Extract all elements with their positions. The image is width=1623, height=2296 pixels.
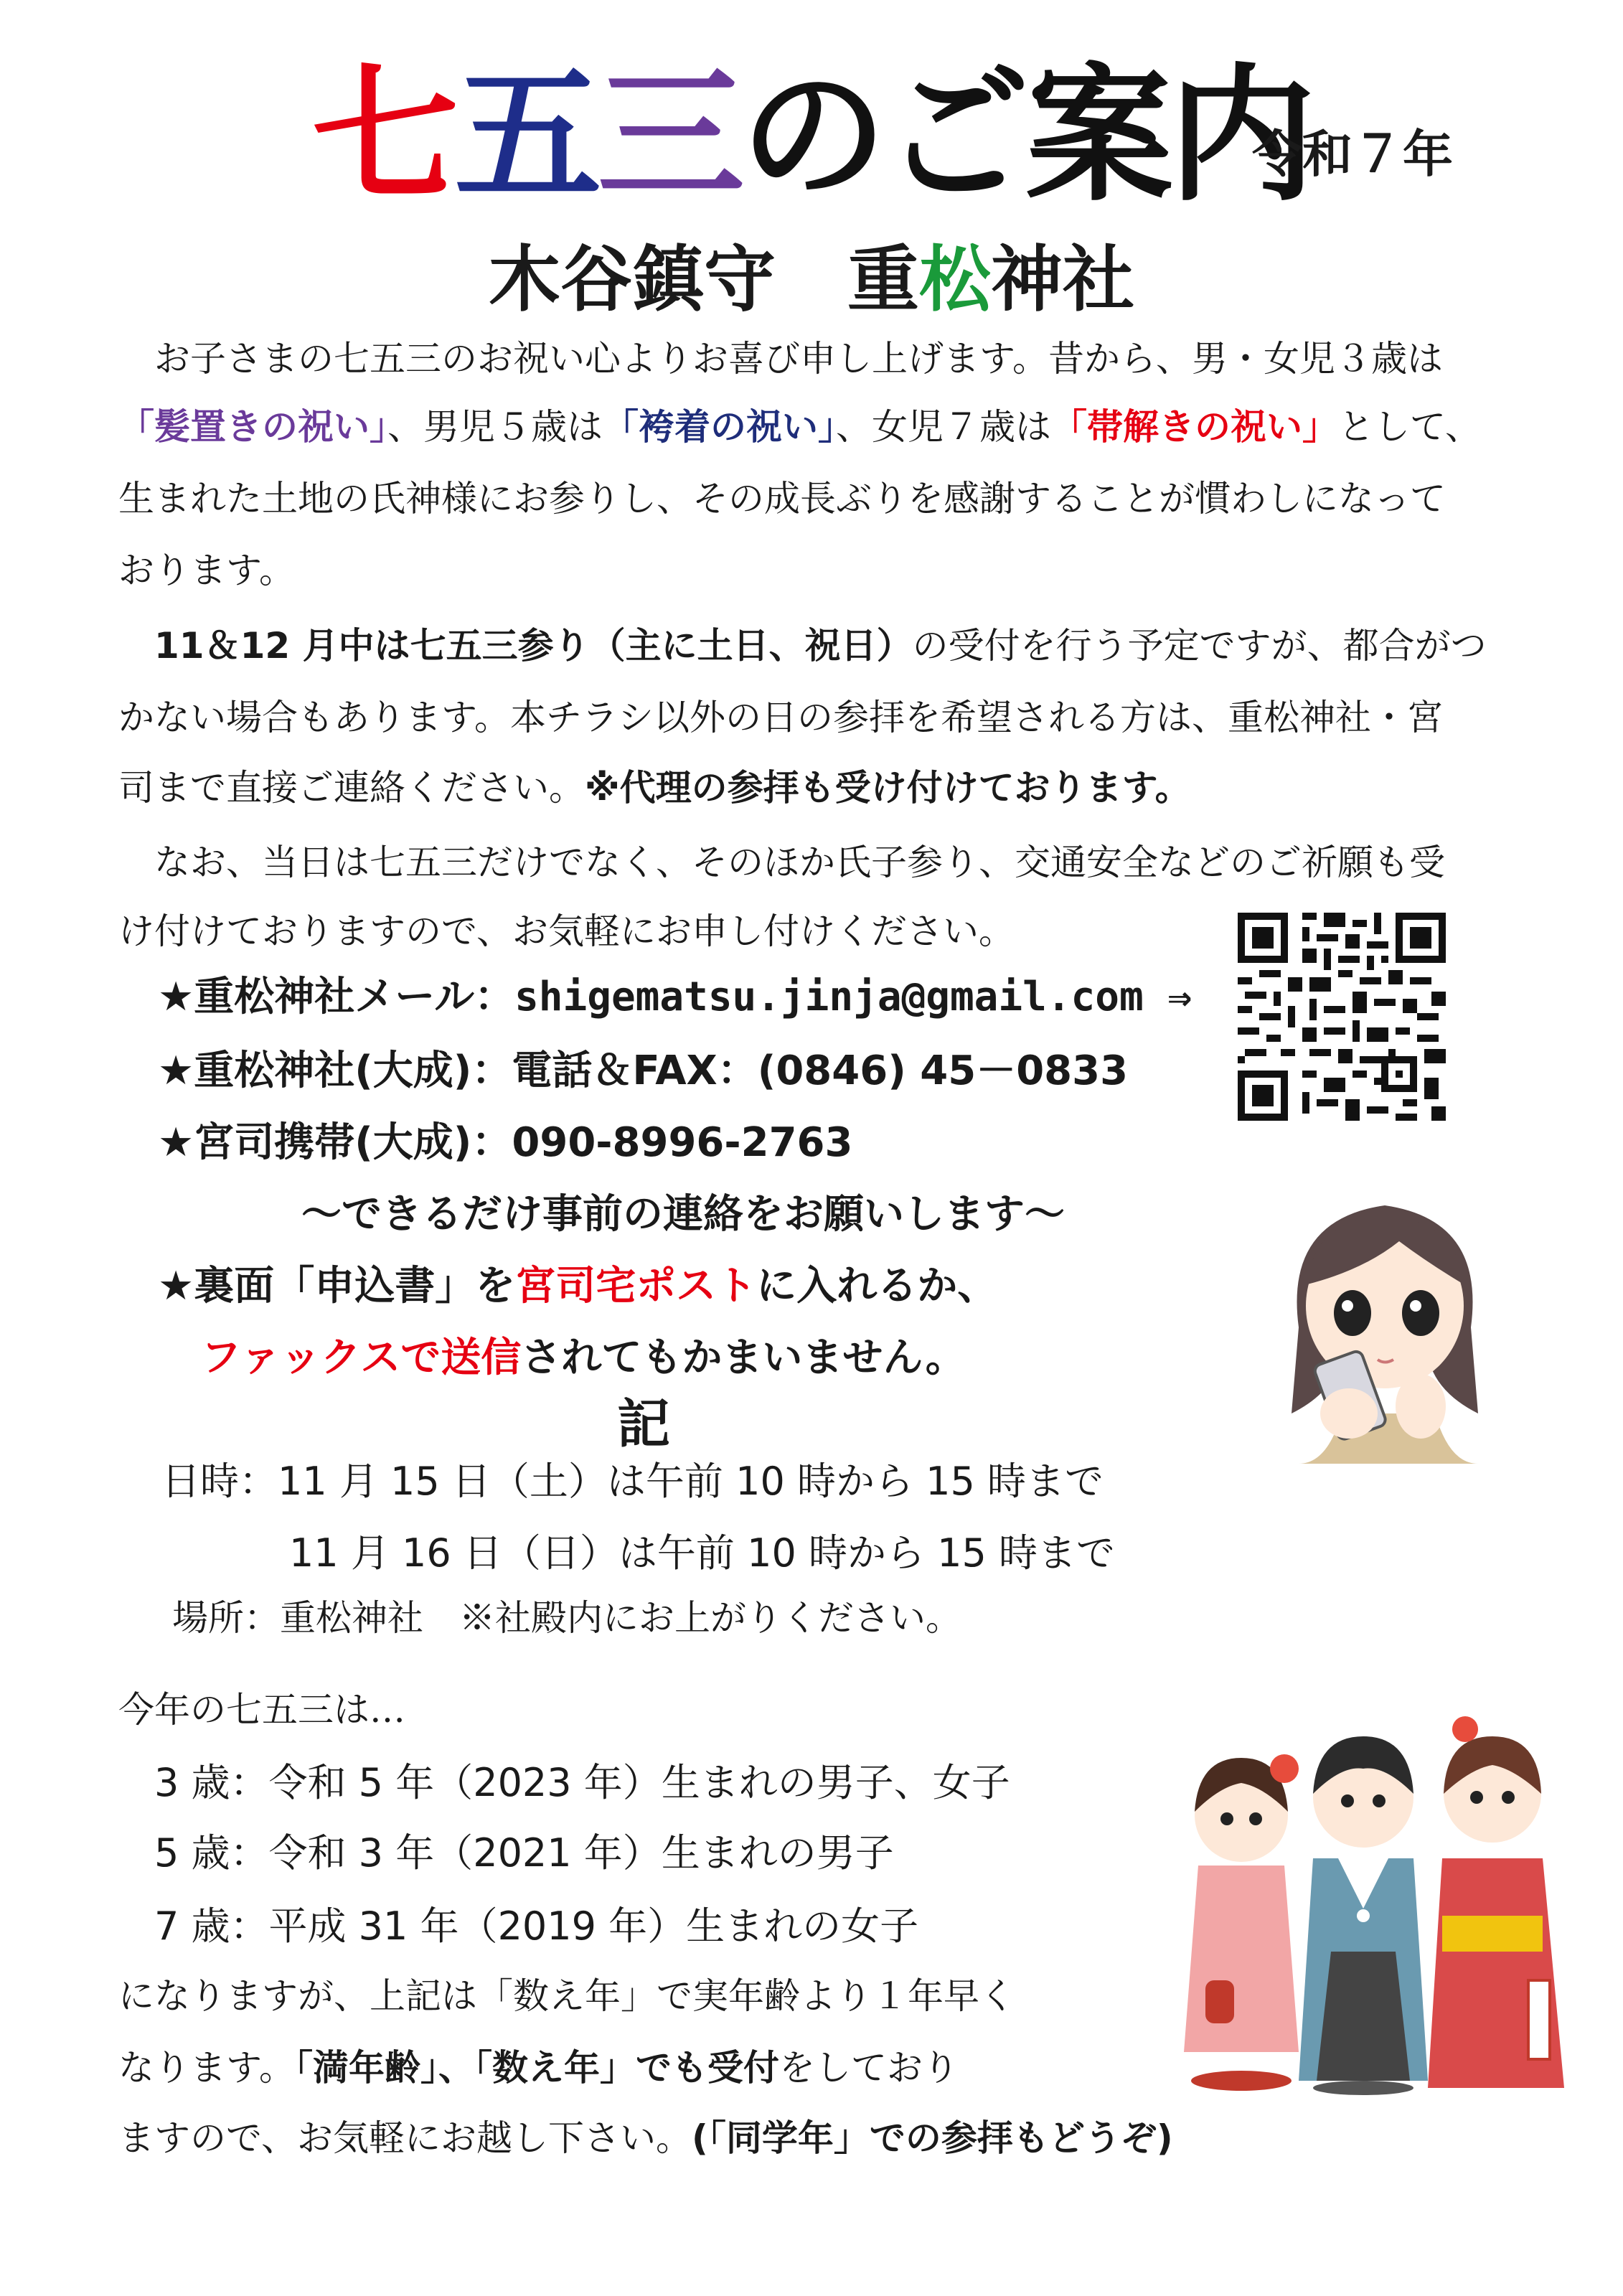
ages-note-2-end: をしており: [779, 2047, 959, 2089]
form-line-2-b: されてもかまいません。: [521, 1335, 966, 1381]
form-line-1: [158, 1261, 997, 1312]
fax-text: ファックスで送信: [201, 1335, 522, 1381]
schedule-line-1: [118, 624, 1487, 667]
prayers-line-2: け付けておりますので、お気軽にお申し付けください。: [118, 911, 1015, 952]
title-char-go: 五: [454, 51, 598, 222]
children-kimono-illustration: [1170, 1679, 1579, 2095]
ki-heading: 記: [617, 1393, 670, 1455]
schedule-bold: 11＆12 月中は七五三参り（主に土日、祝日）: [118, 625, 913, 667]
schedule-rest: の受付を行う予定ですが、都合がつ: [912, 625, 1487, 667]
mail-label: ★重松神社メール：: [158, 974, 515, 1020]
prayers-line-1: なお、当日は七五三だけでなく、そのほか氏子参り、交通安全などのご祈願も受: [118, 842, 1445, 883]
form-line-2: [201, 1333, 966, 1383]
ages-note-2-bold: 「満年齢」、「数え年」でも受付: [295, 2047, 779, 2089]
intro-line-1: お子さまの七五三のお祝い心よりお喜び申し上げます。昔から、男・女児３歳は: [118, 338, 1443, 380]
form-line-1-a: ★裏面「申込書」を: [158, 1263, 516, 1309]
ages-note-3-plain: ますので、お気軽にお越し下さい。: [118, 2117, 692, 2159]
title-char-shichi: 七: [311, 51, 455, 222]
shrine-green-char: 松: [919, 237, 991, 321]
place-line: 場所：重松神社 ※社殿内にお上がりください。: [172, 1597, 961, 1639]
contact-mail: [158, 972, 1192, 1022]
age-7: 7 歳：平成 31 年（2019 年）生まれの女子: [154, 1904, 919, 1949]
rite-obitoki: 「帯解きの祝い」: [1051, 406, 1338, 448]
schedule-line-3-plain: 司まで直接ご連絡ください。: [118, 767, 585, 809]
form-line-1-b: に入れるか、: [756, 1263, 998, 1309]
rite-kamioki: 「髪置きの祝い」: [118, 406, 387, 448]
rite-hakamagi: 「袴着の祝い」: [603, 406, 836, 448]
ages-note-3-bold: (「同学年」での参拝もどうぞ): [692, 2117, 1173, 2159]
date-1: 11 月 15 日（土）は午前 10 時から 15 時まで: [278, 1459, 1104, 1504]
age-3: 3 歳：令和 5 年（2023 年）生まれの男子、女子: [154, 1760, 1010, 1805]
contact-request: ～できるだけ事前の連絡をお願いします～: [301, 1191, 1065, 1238]
ages-intro: 今年の七五三は…: [118, 1689, 405, 1731]
shrine-name: [0, 237, 1623, 323]
proxy-note: ※代理の参拝も受け付けております。: [585, 767, 1191, 809]
age-5: 5 歳：令和 3 年（2021 年）生まれの男子: [154, 1830, 894, 1876]
schedule-line-2: かない場合もあります。本チラシ以外の日の参拝を希望される方は、重松神社・宮: [118, 697, 1443, 738]
date-line-1: [161, 1457, 1104, 1507]
title-char-san: 三: [597, 51, 740, 222]
ages-note-2: [118, 2046, 959, 2089]
intro-mid-2: 、女児７歳は: [836, 406, 1051, 448]
ages-note-2-plain: なります。: [118, 2047, 295, 2089]
shrine-suffix: 神社: [991, 237, 1134, 321]
intro-mid-1: 、男児５歳は: [387, 406, 603, 448]
schedule-line-3: [118, 766, 1191, 809]
title-rest: のご案内: [740, 51, 1312, 222]
intro-line-2: [118, 405, 1481, 448]
intro-line-4: おります。: [118, 550, 295, 591]
girl-illustration: [1256, 1177, 1514, 1464]
contact-phone: ★重松神社(大成)：電話＆FAX：(0846) 45－0833: [158, 1048, 1129, 1094]
qr-code[interactable]: [1238, 913, 1446, 1121]
intro-line-3: 生まれた土地の氏神様にお参りし、その成長ぶりを感謝することが慣わしになって: [118, 478, 1446, 519]
post-box-text: 宮司宅ポスト: [515, 1263, 757, 1309]
mail-address[interactable]: shigematsu.jinja@gmail.com ⇒: [514, 974, 1192, 1020]
shrine-prefix: 木谷鎮守 重: [489, 237, 919, 321]
date-label: 日時：: [161, 1459, 278, 1504]
contact-mobile: ★宮司携帯(大成)：090-8996-2763: [158, 1119, 853, 1166]
ages-note-3: [118, 2117, 1173, 2160]
year-label: 令和７年: [1252, 125, 1453, 184]
date-line-2: 11 月 16 日（日）は午前 10 時から 15 時まで: [289, 1530, 1116, 1576]
intro-end-2: として、: [1338, 406, 1481, 448]
ages-note-1: になりますが、上記は「数え年」で実年齢より１年早く: [118, 1975, 1015, 2017]
